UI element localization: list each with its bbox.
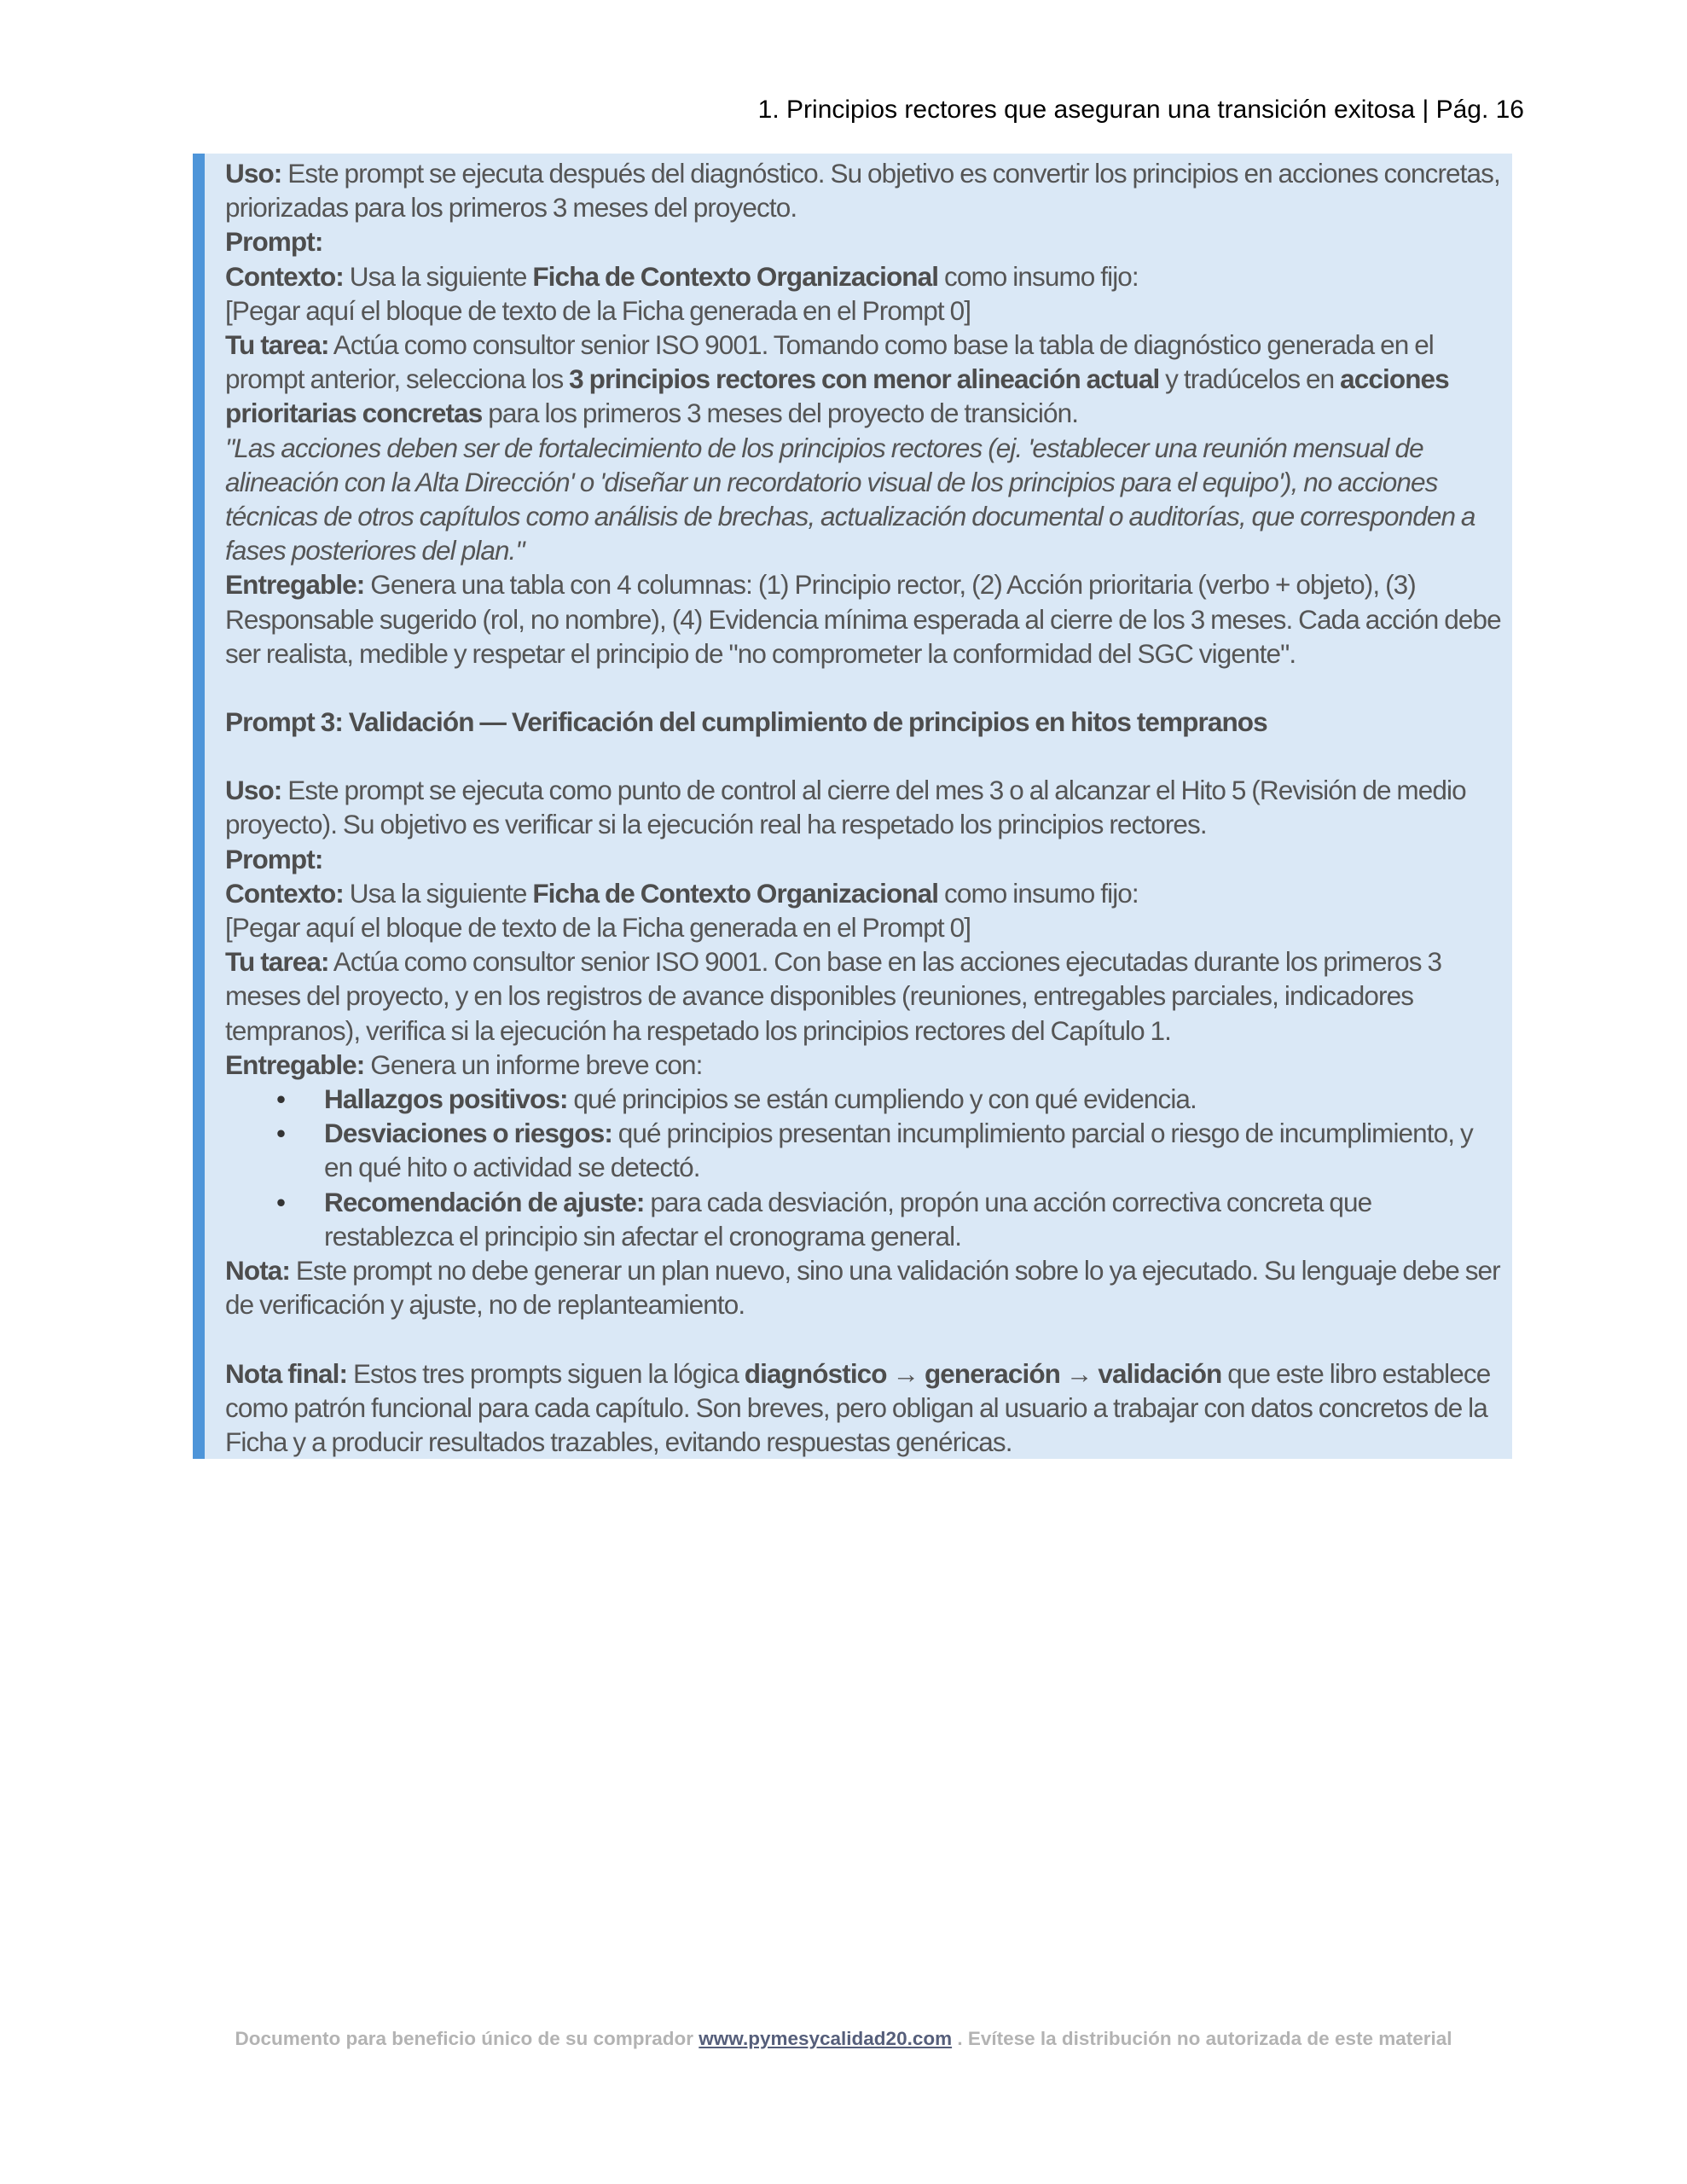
p3-tarea: Tu tarea: Actúa como consultor senior ISO 9001. Con base en las acciones ejecutadas durante los primeros 3 meses del proyecto, y en los registros de avance disponibles (reuniones, entregables parciales, indicadores tempranos), verifica si la ejecución ha respetado los principios rectores del Capítulo 1. xyxy=(225,946,1442,1046)
p3-bullet-list xyxy=(225,1082,1504,1253)
nota-final: Nota final: Estos tres prompts siguen la lógica diagnóstico → generación → validación que este libro establece como patrón funcional para cada capítulo. Son breves, pero obligan al usuario a trabajar con datos concretos de la Ficha y a producir resultados trazables, evitando respuestas genéricas. xyxy=(225,1357,1491,1457)
p2-placeholder: [Pegar aquí el bloque de texto de la Ficha generada en el Prompt 0] xyxy=(225,294,971,326)
p2-contexto-label: Contexto: xyxy=(225,260,344,292)
p3-contexto-label: Contexto: xyxy=(225,877,344,909)
list-item: • Hallazgos positivos: qué principios se están cumpliendo y con qué evidencia. xyxy=(324,1082,1504,1116)
p3-nota: Nota: Este prompt no debe generar un plan nuevo, sino una validación sobre lo ya ejecutado. Su lenguaje debe ser de verificación y ajuste, no de replanteamiento. xyxy=(225,1255,1500,1321)
p3-uso-text: Este prompt se ejecuta como punto de control al cierre del mes 3 o al alcanzar el Hito 5 (Revisión de medio proyecto). Su objetivo es verificar si la ejecución real ha respetado los principios rectores. xyxy=(225,775,1466,840)
p2-contexto: Contexto: Usa la siguiente Ficha de Contexto Organizacional como insumo fijo: xyxy=(225,260,1139,292)
p3-tarea-label: Tu tarea: xyxy=(225,946,329,978)
prompt-callout-box xyxy=(193,154,1512,1459)
list-item: • Recomendación de ajuste: para cada desviación, propón una acción correctiva concreta que restablezca el principio sin afectar el cronograma general. xyxy=(324,1185,1504,1253)
p3-contexto: Contexto: Usa la siguiente Ficha de Contexto Organizacional como insumo fijo: xyxy=(225,877,1139,909)
p2-tarea-label: Tu tarea: xyxy=(225,329,329,361)
p3-prompt-label: Prompt: xyxy=(225,843,323,874)
p2-uso-text: Este prompt se ejecuta después del diagnóstico. Su objetivo es convertir los principios en acciones concretas, priorizadas para los primeros 3 meses del proyecto. xyxy=(225,158,1500,224)
p3-uso xyxy=(225,773,1504,841)
spacer xyxy=(225,671,1504,705)
p2-prompt-label: Prompt: xyxy=(225,226,323,258)
p3-entregable-label: Entregable: xyxy=(225,1048,365,1080)
p2-ficha-name: Ficha de Contexto Organizacional xyxy=(532,260,939,292)
p3-ficha-name: Ficha de Contexto Organizacional xyxy=(532,877,939,909)
p3-uso-label: Uso: xyxy=(225,775,282,806)
p2-entregable-label: Entregable: xyxy=(225,569,365,601)
p2-tarea: Tu tarea: Actúa como consultor senior ISO 9001. Tomando como base la tabla de diagnóstico generada en el prompt anterior, selecciona los 3 principios rectores con menor alineación actual y tradúcelos en acciones prioritarias concretas para los primeros 3 meses del proyecto de transición. xyxy=(225,329,1449,429)
p2-entregable: Entregable: Genera una tabla con 4 columnas: (1) Principio rector, (2) Acción prioritaria (verbo + objeto), (3) Responsable sugerido (rol, no nombre), (4) Evidencia mínima esperada al cierre de los 3 meses. Cada acción debe ser realista, medible y respetar el principio de "no comprometer la conformidad del SGC vigente". xyxy=(225,569,1501,669)
nota-final-label: Nota final: xyxy=(225,1357,348,1389)
footer-website-link[interactable]: www.pymesycalidad20.com xyxy=(699,2028,953,2049)
p2-quote: "Las acciones deben ser de fortalecimiento de los principios rectores (ej. 'establecer una reunión mensual de alineación con la Alta Dirección' o 'diseñar un recordatorio visual de los principios para el equipo'), no acciones técnicas de otros capítulos como análisis de brechas, actualización documental o auditorías, que corresponden a fases posteriores del plan." xyxy=(225,432,1475,566)
p2-uso xyxy=(225,156,1504,224)
p3-placeholder: [Pegar aquí el bloque de texto de la Ficha generada en el Prompt 0] xyxy=(225,912,971,944)
spacer xyxy=(225,1322,1504,1356)
running-header: 1. Principios rectores que aseguran una transición exitosa | Pág. 16 xyxy=(757,96,1524,124)
prompt3-heading: Prompt 3: Validación — Verificación del cumplimiento de principios en hitos tempranos xyxy=(225,706,1267,738)
page-footer: Documento para beneficio único de su comprador www.pymesycalidad20.com . Evítese la distribución no autorizada de este material xyxy=(235,2028,1452,2049)
spacer xyxy=(225,739,1504,773)
p3-entregable: Entregable: Genera un informe breve con: xyxy=(225,1048,703,1080)
p2-uso-label: Uso: xyxy=(225,158,282,189)
p3-nota-label: Nota: xyxy=(225,1255,290,1287)
list-item: • Desviaciones o riesgos: qué principios presentan incumplimiento parcial o riesgo de incumplimiento, y en qué hito o actividad se detectó. xyxy=(324,1116,1504,1184)
